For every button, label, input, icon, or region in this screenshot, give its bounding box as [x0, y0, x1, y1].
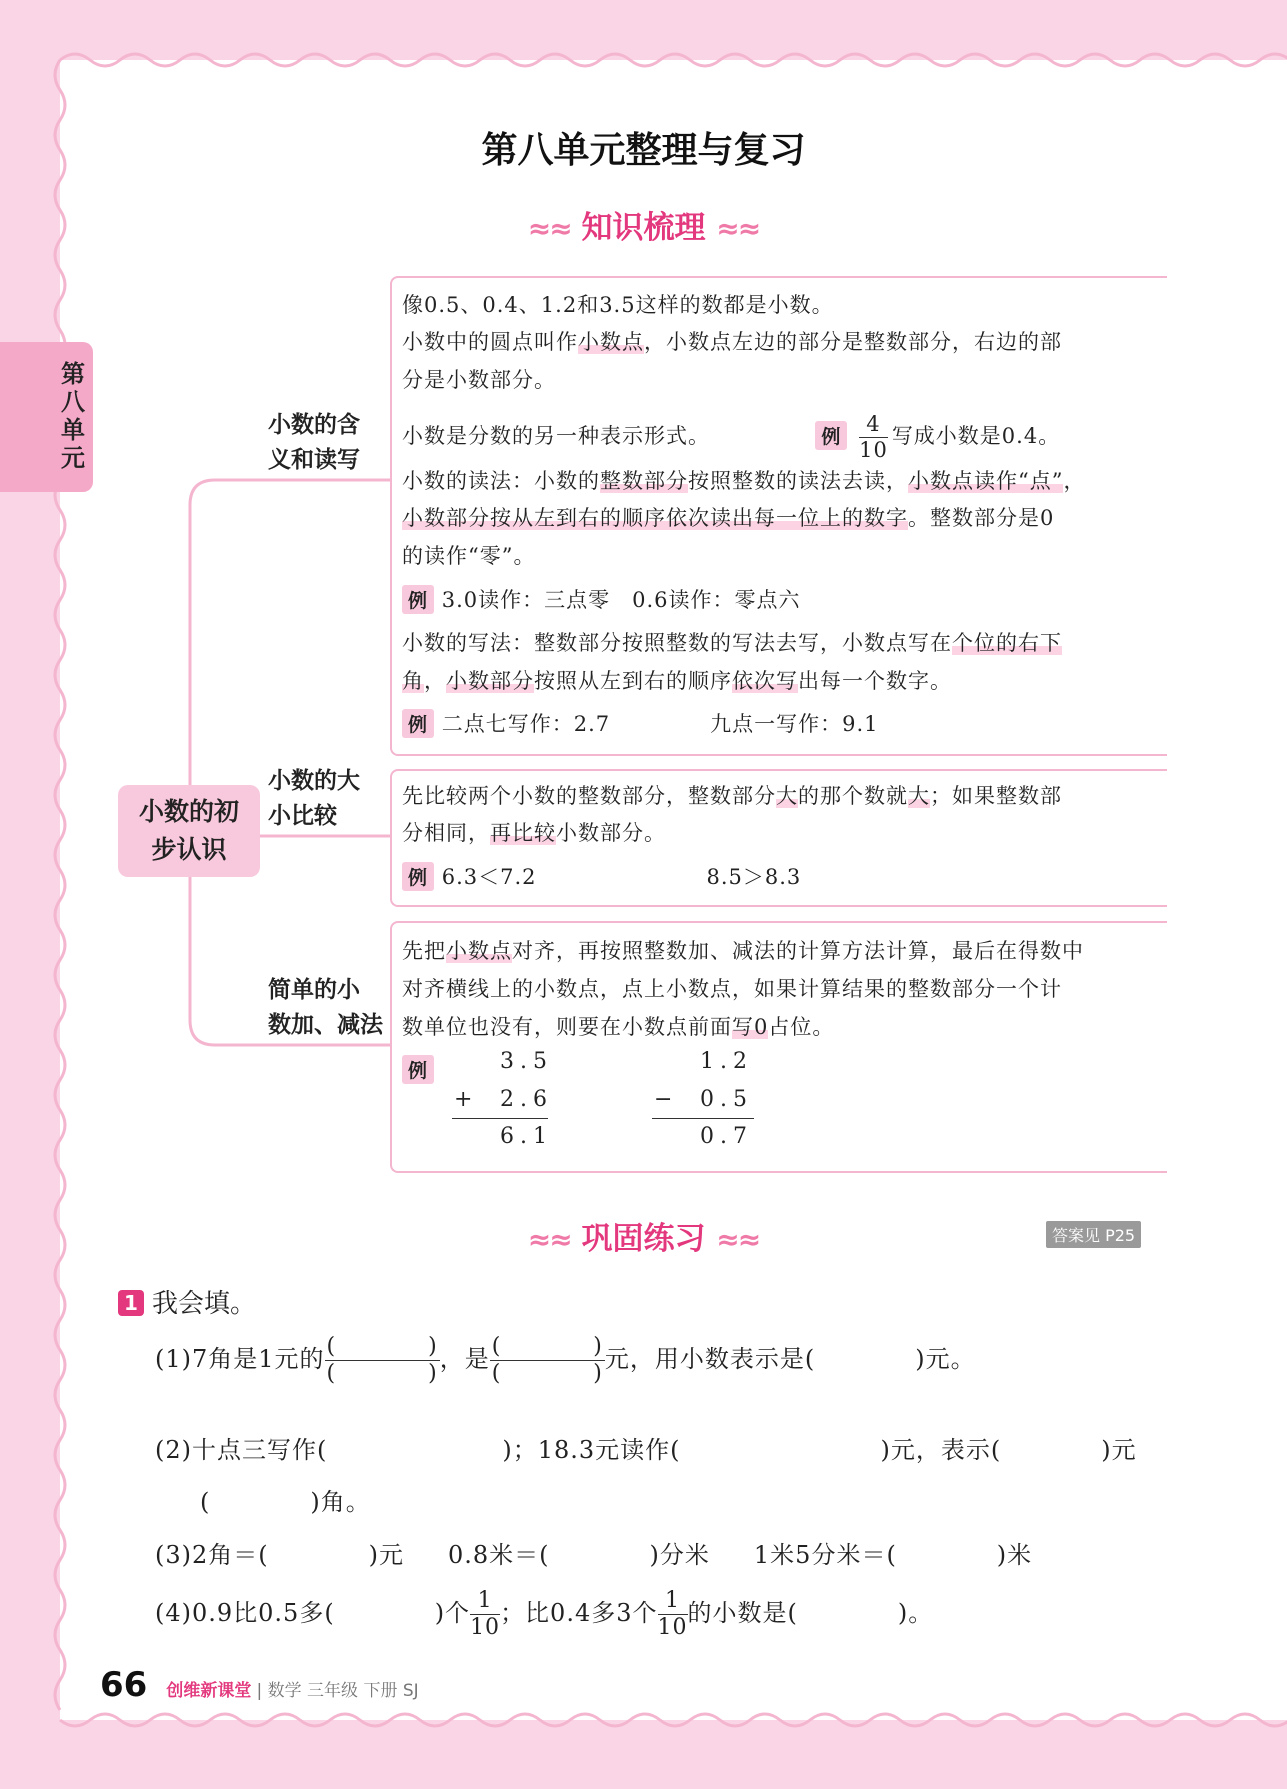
root-label-line1: 小数的初 [138, 797, 239, 826]
fraction: $\frac{1}{10}$ [657, 1588, 688, 1640]
answer-reference-badge: 答案见 P25 [1046, 1221, 1141, 1248]
example-line [402, 1055, 434, 1084]
blank-fraction[interactable]: $\frac{( )}{( )}$ [326, 1334, 438, 1386]
text-line: 小数中的圆点叫作小数点，小数点左边的部分是整数部分，右边的部 [402, 330, 1062, 354]
branch-meaning [268, 408, 360, 478]
question-title: 我会填。 [152, 1289, 257, 1319]
text-line: 数单位也没有，则要在小数点前面写0占位。 [402, 1015, 835, 1039]
question-1-3[interactable]: (3)2角＝( )元 0.8米＝( )分米 1米5分米＝( )米 [155, 1541, 1033, 1569]
wave-deco-icon: ≈≈ [527, 1223, 571, 1256]
page-number: 66 [100, 1665, 148, 1705]
difference-line [652, 1118, 754, 1119]
question-1-1: (1)7角是1元的 $\frac{( )}{( )}$ ，是 $\frac{( )}{( )}$ 元，用小数表示是( )元。 [155, 1334, 976, 1386]
brand-name: 创维新课堂 [166, 1681, 252, 1701]
text-line: 分相同，再比较小数部分。 [402, 821, 666, 845]
text-line: 像0.5、0.4、1.2和3.5这样的数都是小数。 [402, 293, 834, 317]
blank-fraction[interactable]: $\frac{( )}{( )}$ [491, 1334, 603, 1386]
text-line: 小数部分按从左到右的顺序依次读出每一位上的数字。整数部分是0 [402, 506, 1055, 530]
question-1-heading [118, 1283, 256, 1320]
branch-compare [268, 764, 360, 834]
sum-line [452, 1118, 548, 1119]
text-line: 先把小数点对齐，再按照整数加、减法的计算方法计算，最后在得数中 [402, 939, 1084, 963]
unit-side-tab-label: 第八单元 [61, 360, 85, 472]
wave-deco-icon: ≈≈ [716, 212, 760, 245]
mindmap-root [118, 785, 260, 877]
question-1-4[interactable]: (4)0.9比0.5多( )个 $\frac{1}{10}$ ；比0.4多3个 $\frac{1}{10}$ 的小数是( )。 [155, 1588, 934, 1640]
section-title: 巩固练习 [581, 1221, 706, 1257]
fraction: $\frac{1}{10}$ [470, 1588, 501, 1640]
page-title: 第八单元整理与复习 [481, 130, 806, 171]
text-line: 小数是分数的另一种表示形式。 例 $\frac{4}{10}$ 写成小数是0.4。 [402, 412, 1061, 462]
text-line: 小数的读法：小数的整数部分按照整数的读法去读，小数点读作“点”， [402, 469, 1086, 493]
example-line: 例 6.3＜7.2 8.5＞8.3 [402, 861, 801, 891]
example-line: 例 二点七写作：2.7 九点一写作：9.1 [402, 708, 879, 738]
wave-deco-icon: ≈≈ [527, 212, 571, 245]
branch-label-line2: 小比较 [268, 803, 337, 829]
fraction: $\frac{4}{10}$ [859, 412, 888, 462]
branch-label-line2: 数加、减法 [268, 1012, 383, 1038]
branch-label-line2: 义和读写 [268, 447, 360, 473]
example-tag: 例 [402, 709, 434, 738]
branch-label-line1: 简单的小 [268, 977, 360, 1003]
text-line: 角，小数部分按照从左到右的顺序依次写出每一个数字。 [402, 669, 952, 693]
text-line: 先比较两个小数的整数部分，整数部分大的那个数就大；如果整数部 [402, 784, 1062, 808]
page-footer [100, 1665, 419, 1705]
branch-add-sub [268, 973, 383, 1043]
root-label-line2: 步认识 [151, 835, 227, 864]
example-tag: 例 [402, 1055, 434, 1084]
example-tag: 例 [815, 421, 847, 450]
question-number: 1 [118, 1290, 144, 1316]
text-line: 小数的写法：整数部分按照整数的写法去写，小数点写在个位的右下 [402, 631, 1062, 655]
section-title: 知识梳理 [581, 210, 706, 246]
example-line: 例 3.0读作：三点零 0.6读作：零点六 [402, 584, 801, 614]
question-1-2[interactable]: (2)十点三写作( )；18.3元读作( )元，表示( )元 [155, 1436, 1137, 1464]
branch-label-line1: 小数的含 [268, 412, 360, 438]
question-1-2-cont[interactable]: ( )角。 [200, 1488, 371, 1516]
text-line: 对齐横线上的小数点，点上小数点，如果计算结果的整数部分一个计 [402, 977, 1062, 1001]
book-meta: | 数学 三年级 下册 SJ [256, 1681, 419, 1701]
example-tag: 例 [402, 862, 434, 891]
branch-label-line1: 小数的大 [268, 768, 360, 794]
text-line: 分是小数部分。 [402, 368, 556, 392]
text-line: 的读作“零”。 [402, 544, 536, 568]
example-tag: 例 [402, 585, 434, 614]
wave-deco-icon: ≈≈ [716, 1223, 760, 1256]
